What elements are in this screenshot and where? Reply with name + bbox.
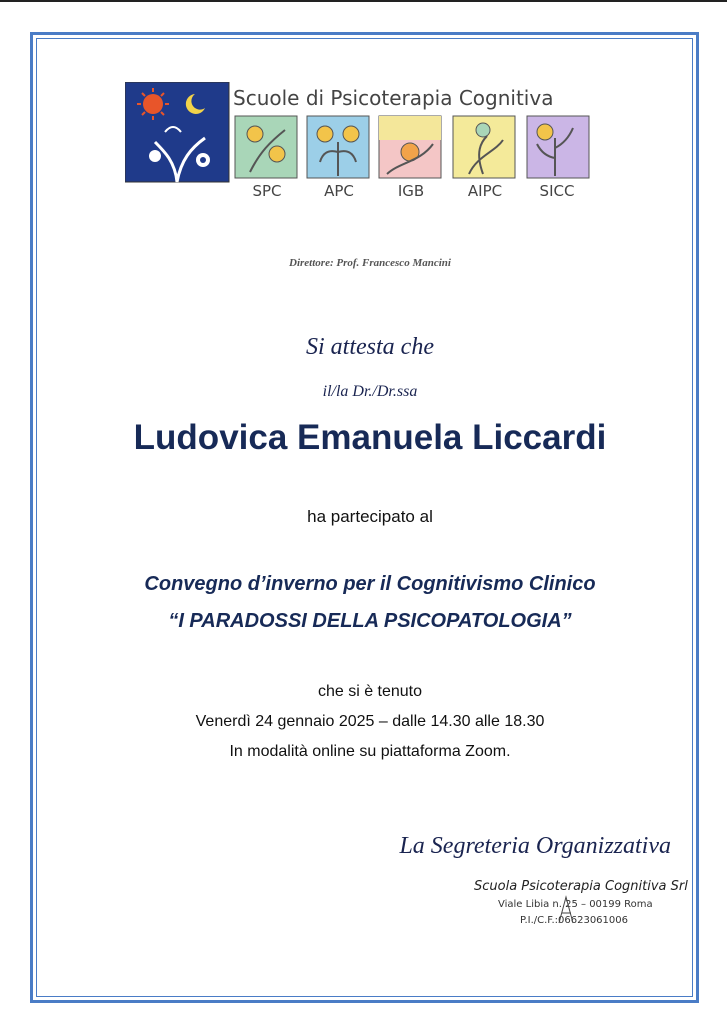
tile-aipc: [453, 116, 515, 178]
participation-text: ha partecipato al: [307, 507, 433, 526]
main-logo-emblem: [125, 82, 229, 182]
event-date: Venerdì 24 gennaio 2025 – dalle 14.30 alle 18.30: [195, 713, 545, 730]
event-subtitle: “I PARADOSSI DELLA PSICOPATOLOGIA”: [168, 610, 572, 632]
tile-label-spc: SPC: [252, 182, 282, 200]
top-border-line: [0, 0, 727, 2]
tile-spc: [235, 116, 297, 178]
tile-igb: [379, 116, 441, 178]
tile-label-igb: IGB: [397, 182, 425, 200]
tile-label-aipc: AIPC: [467, 182, 503, 200]
event-mode: In modalità online su piattaforma Zoom.: [229, 743, 511, 760]
director-line: Direttore: Prof. Francesco Mancini: [289, 257, 451, 269]
attestation-heading: Si attesta che: [306, 334, 434, 360]
participant-name: Ludovica Emanuela Liccardi: [133, 418, 607, 457]
stamp-vat: P.I./C.F.:06623061006: [520, 915, 628, 926]
doctor-title-label: il/la Dr./Dr.ssa: [322, 383, 418, 400]
event-title: Convegno d’inverno per il Cognitivismo Clinico: [144, 573, 596, 595]
signature-heading: La Segreteria Organizzativa: [399, 833, 671, 859]
stamp-address: Viale Libia n. 25 – 00199 Roma: [498, 899, 653, 910]
tile-label-sicc: SICC: [539, 182, 575, 200]
stamp-company: Scuola Psicoterapia Cognitiva Srl: [474, 879, 688, 894]
held-text: che si è tenuto: [317, 683, 423, 700]
tile-label-apc: APC: [324, 182, 354, 200]
tile-apc: [307, 116, 369, 178]
signature-scribble: [555, 893, 577, 927]
tile-sicc: [527, 116, 589, 178]
logo-title: Scuole di Psicoterapia Cognitiva: [233, 86, 554, 110]
